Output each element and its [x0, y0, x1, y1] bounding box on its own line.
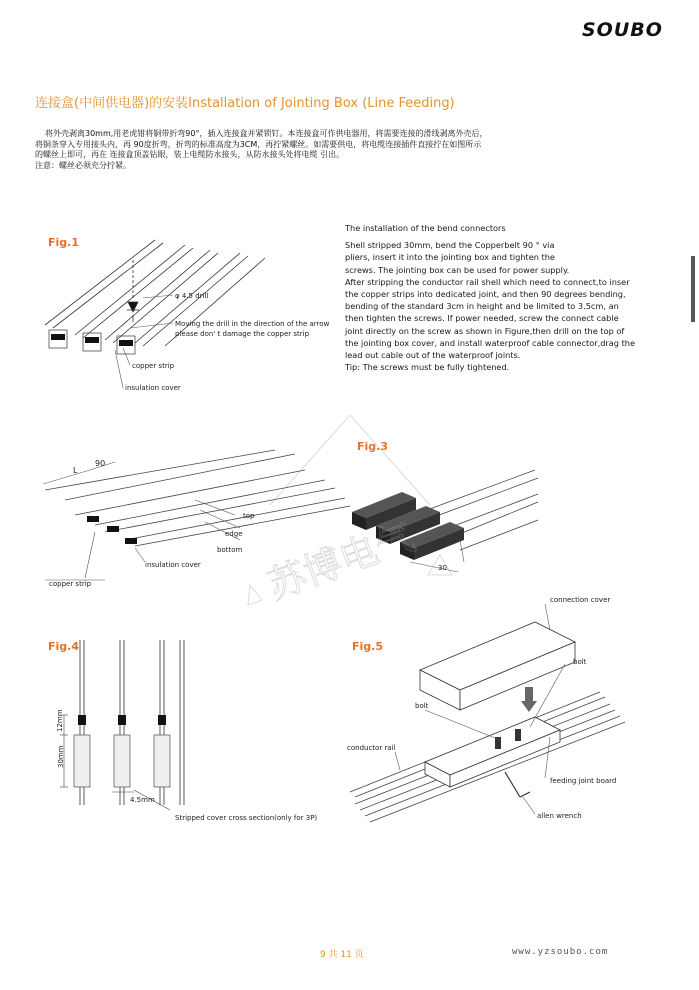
fig4-stripped-2 — [114, 735, 130, 787]
fig2-ann-L: L — [73, 466, 78, 475]
connection-cover — [420, 622, 575, 710]
fig2-ann-insulation: insulation cover — [145, 561, 201, 569]
fig5-ann-cover: connection cover — [550, 596, 611, 604]
copper-strip-3 — [119, 340, 133, 346]
fig3-label: Fig.3 — [357, 440, 388, 453]
fig1-ann-copper: copper strip — [132, 362, 175, 370]
fig4-ann-4-5mm: 4.5mm — [130, 796, 155, 804]
fig1-ann-moving: Moving the drill in the direction of the arrow — [175, 320, 330, 328]
fig4-stripped-1 — [74, 735, 90, 787]
page-edge-marker — [691, 256, 695, 322]
en-line: Shell stripped 30mm, bend the Copperbelt 90 ° via — [345, 240, 555, 251]
fig4-label: Fig.4 — [48, 640, 79, 653]
fig2-strip-2 — [107, 526, 119, 532]
watermark-text: 苏博电气 — [262, 514, 420, 608]
chinese-instructions — [35, 129, 595, 171]
logo-text: SOUBO — [582, 19, 663, 41]
fig1-ann-drill: φ 4.5 drill — [175, 292, 209, 300]
arrow-down-icon — [521, 687, 537, 712]
fig1-ann-insulation: insulation cover — [125, 384, 181, 392]
en-title: The installation of the bend connectors — [345, 223, 506, 233]
zh-line: 的螺丝上即可，再在 连接盒顶盖钻眼，装上电缆防水接头，从防水接头处将电缆 引出。 — [35, 150, 345, 159]
en-line: joint directly on the screw as shown in Figure,then drill on the top of — [345, 325, 625, 336]
footer-url: www.yzsoubo.com — [512, 947, 609, 957]
english-instructions — [345, 222, 675, 373]
fig4-ann-30mm: 30mm — [57, 745, 65, 768]
fig4-stripped-3 — [154, 735, 170, 787]
fig1-label: Fig.1 — [48, 236, 79, 249]
copper-strip-2 — [85, 337, 99, 343]
fig4-ann-stripped: Stripped cover cross section(only for 3P) — [175, 814, 318, 822]
section-title: 连接盒(中间供电器)的安装Installation of Jointing Box (Line Feeding) — [35, 96, 455, 111]
fig5-ann-board: feeding joint board — [550, 777, 617, 785]
fig2-ann-90: 90 — [95, 459, 106, 468]
en-line: pliers, insert it into the jointing box and tighten the — [345, 252, 555, 263]
zh-line: 注意：螺丝必须充分拧紧。 — [35, 160, 131, 170]
fig2-ann-edge: edge — [225, 530, 243, 538]
fig5-ann-bolt-right: bolt — [573, 658, 587, 666]
fig2-strip-1 — [87, 516, 99, 522]
en-line: screws. The jointing box can be used for power supply. — [345, 264, 570, 275]
footer-page-number: 9 共 11 页 — [320, 950, 364, 960]
fig5-label: Fig.5 — [352, 640, 383, 653]
soubo-logo — [582, 16, 672, 42]
fig5-ann-rail: conductor rail — [347, 744, 396, 752]
fig1-ann-please: please don' t damage the copper strip — [175, 330, 310, 338]
en-line: bending of the standard 3cm in height and be limited to 3.5cm, an — [345, 301, 619, 312]
en-line: the copper strips into dedicated joint, and then 90 degrees bending, — [345, 289, 626, 300]
fig3-ann-30: 30 — [438, 564, 447, 572]
en-tip: Tip: The screws must be fully tightened. — [345, 362, 510, 373]
fig4-ann-12mm: 12mm — [56, 709, 64, 732]
fig2-ann-copper: copper strip — [49, 580, 92, 588]
fig5-ann-wrench: allen wrench — [537, 812, 582, 820]
en-line: the jointing box cover, and install waterproof cable connector,drag the — [345, 337, 636, 348]
fig5-drawing — [345, 592, 685, 832]
copper-strip-1 — [51, 334, 65, 340]
fig4-drawing — [50, 640, 330, 830]
zh-line: 将铜条穿入专用接头内，再 90度折弯，折弯的标准高度为3CM，再拧紧螺丝。如需要供电，将电缆连接插件直接拧在如图所示 — [35, 139, 482, 149]
en-line: then tighten the screws. If power needed, screw the connect cable — [345, 313, 619, 324]
en-line: After stripping the conductor rail shell which need to connect,to inser — [345, 276, 630, 287]
fig2-strip-3 — [125, 538, 137, 544]
feeding-joint-board — [425, 717, 560, 787]
fig2-ann-bottom: bottom — [217, 546, 243, 554]
zh-line: 将外壳剥离30mm,用老虎钳将铜带折弯90°，插入连接盒并紧锁钉。本连接盒可作供电器用，将需要连接的滑线剥离外壳后， — [45, 129, 488, 138]
fig5-ann-bolt-left: bolt — [415, 702, 429, 710]
fig2-ann-top: top — [243, 512, 255, 520]
en-line: lead out cable out of the waterproof joints. — [345, 350, 521, 361]
